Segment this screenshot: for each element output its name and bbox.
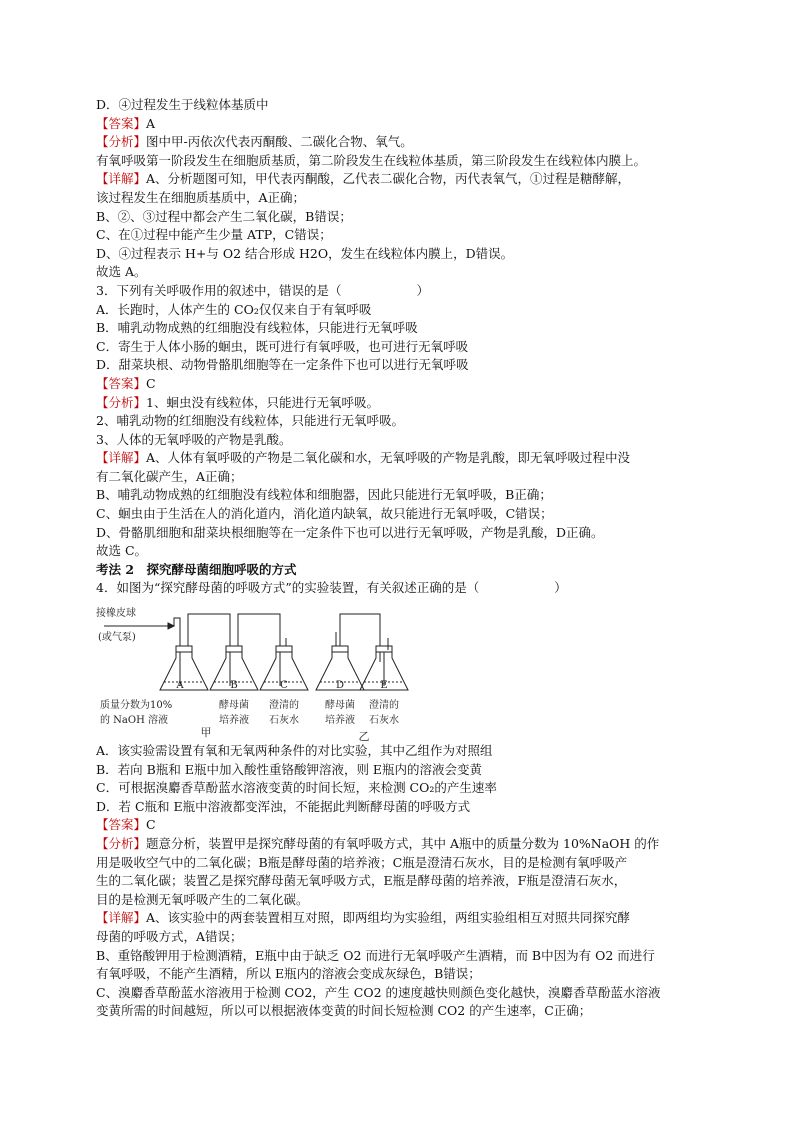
flask-d-letter: D: [335, 680, 345, 692]
q4-detail-line: 有氧呼吸，不能产生酒精，所以 E瓶内的溶液会变成灰绿色，B错误；: [96, 966, 481, 982]
q4-option-c: C．可根据溴麝香草酚蓝水溶液变黄的时间长短，来检测 CO₂的产生速率: [96, 780, 497, 796]
flask-d-label: 酵母菌: [325, 700, 355, 712]
q3-analysis-line: 2、哺乳动物的红细胞没有线粒体，只能进行无氧呼吸。: [96, 413, 404, 429]
arrow-head-icon: [168, 623, 174, 629]
q3-detail-line: 有二氧化碳产生，A正确；: [96, 468, 243, 484]
q2-option-d: D．④过程发生于线粒体基质中: [96, 97, 269, 112]
q4-analysis-line: 生的二氧化碳；装置乙是探究酵母菌无氧呼吸方式，E瓶是酵母菌的培养液，F瓶是澄清石灰水，: [96, 873, 627, 889]
q4-analysis: 【分析】题意分析，装置甲是探究酵母菌的有氧呼吸方式，其中 A瓶中的质量分数为 10%NaOH 的作: [96, 836, 660, 851]
flask-e-label: 石灰水: [369, 715, 399, 727]
q3-conclusion: 故选 C。: [96, 543, 148, 559]
answer-value: C: [146, 817, 156, 833]
q3-stem: 3．下列有关呼吸作用的叙述中，错误的是（ ）: [96, 282, 429, 298]
q2-detail-line: 该过程发生在细胞质基质中，A正确；: [96, 189, 306, 205]
q4-detail-line: B、重铬酸钾用于检测酒精，E瓶中由于缺乏 O2 而进行无氧呼吸产生酒精，而 B中因为有 O2 而进行: [96, 947, 655, 963]
flask-e-letter: E: [380, 680, 388, 692]
answer-tag: 【答案】: [96, 115, 147, 131]
pump-label: 接橡皮球: [96, 608, 136, 620]
q3-detail-line: C、蛔虫由于生活在人的消化道内，消化道内缺氧，故只能进行无氧呼吸，C错误；: [96, 506, 553, 522]
q3-option-d: D．甜菜块根、动物骨骼肌细胞等在一定条件下也可以进行无氧呼吸: [96, 357, 469, 373]
q3-detail-line: B、哺乳动物成熟的红细胞没有线粒体和细胞器，因此只能进行无氧呼吸，B正确；: [96, 487, 552, 503]
tube: [188, 614, 230, 662]
q4-detail-line: 母菌的呼吸方式，A错误；: [96, 928, 243, 944]
q4-option-a: A．该实验需设置有氧和无氧两种条件的对比实验，其中乙组作为对照组: [96, 743, 493, 759]
flask-d-label: 培养液: [325, 715, 355, 727]
document-page: [96, 96, 706, 1021]
answer-value: C: [146, 375, 156, 391]
answer-value: A: [146, 115, 156, 131]
flask-c-label: 澄清的: [269, 700, 299, 712]
tube: [174, 618, 180, 650]
analysis-tag: 【分析】: [96, 836, 147, 851]
answer-tag: 【答案】: [96, 817, 147, 833]
q4-stem: 4．如图为“探究酵母菌的呼吸方式”的实验装置，有关叙述正确的是（ ）: [96, 580, 567, 596]
flask-a-label: 的 NaOH 溶液: [100, 715, 168, 727]
analysis-tag: 【分析】: [96, 134, 147, 150]
stopper: [276, 646, 292, 652]
detail-tag: 【详解】: [96, 910, 147, 926]
q4-analysis-line: 用是吸收空气中的二氧化碳；B瓶是酵母菌的培养液；C瓶是澄清石灰水，目的是检测有氧呼吸产: [96, 854, 628, 870]
detail-tag: 【详解】: [96, 450, 147, 466]
pump-label: (或气泵): [98, 632, 136, 644]
q2-analysis-line: 有氧呼吸第一阶段发生在细胞质基质，第二阶段发生在线粒体基质，第三阶段发生在线粒体内膜上。: [96, 152, 647, 168]
q4-detail-line: C、溴麝香草酚蓝水溶液用于检测 CO2，产生 CO2 的速度越快则颜色变化越快，溴麝香草酚蓝水溶液: [96, 984, 661, 1000]
group-yi-label: 乙: [358, 730, 370, 743]
flask-b-label: 酵母菌: [219, 700, 249, 712]
q2-detail-line: C、在①过程中能产生少量 ATP，C错误；: [96, 227, 332, 243]
q4-option-d: D．若 C瓶和 E瓶中溶液都变浑浊，不能据此判断酵母菌的呼吸方式: [96, 798, 471, 814]
flask-e-label: 澄清的: [369, 700, 399, 712]
apparatus-diagram: [96, 602, 426, 742]
flask-b-letter: B: [230, 680, 238, 692]
q3-option-c: C．寄生于人体小肠的蛔虫，既可进行有氧呼吸，也可进行无氧呼吸: [96, 338, 469, 354]
q2-answer: [96, 115, 706, 134]
flask-b-label: 培养液: [219, 715, 249, 727]
tube: [340, 614, 380, 662]
stopper: [376, 646, 392, 652]
group-jia-label: 甲: [200, 726, 212, 740]
stopper: [226, 646, 242, 652]
q4-option-b: B．若向 B瓶和 E瓶中加入酸性重铬酸钾溶液，则 E瓶内的溶液会变黄: [96, 761, 483, 777]
flask-c-label: 石灰水: [269, 715, 299, 727]
q3-option-b: B．哺乳动物成熟的红细胞没有线粒体，只能进行无氧呼吸: [96, 320, 418, 336]
q4-detail: 【详解】A、该实验中的两套装置相互对照，即两组均为实验组，两组实验组相互对照共同探究酵: [96, 910, 631, 926]
q3-analysis-line: 3、人体的无氧呼吸的产物是乳酸。: [96, 431, 292, 447]
q2-conclusion: 故选 A。: [96, 264, 147, 280]
flask-c-letter: C: [280, 680, 288, 692]
q3-analysis: 【分析】1、蛔虫没有线粒体，只能进行无氧呼吸。: [96, 394, 379, 410]
stopper: [176, 646, 192, 652]
q3-option-a: A．长跑时，人体产生的 CO₂仅仅来自于有氧呼吸: [96, 301, 372, 317]
q4-detail-line: 变黄所需的时间越短，所以可以根据液体变黄的时间长短检测 CO2 的产生速率，C正确；: [96, 1003, 592, 1019]
stopper: [332, 646, 348, 652]
flask-a-letter: A: [176, 680, 184, 692]
flask-a-icon: [160, 650, 208, 690]
q4-answer: [96, 816, 706, 835]
q3-answer: [96, 375, 706, 394]
detail-tag: 【详解】: [96, 171, 147, 187]
tube: [238, 614, 280, 662]
q2-detail-line: D、④过程表示 H+与 O2 结合形成 H2O，发生在线粒体内膜上，D错误。: [96, 245, 514, 261]
analysis-tag: 【分析】: [96, 394, 147, 410]
answer-tag: 【答案】: [96, 375, 147, 391]
q3-detail: 【详解】A、人体有氧呼吸的产物是二氧化碳和水，无氧呼吸的产物是乳酸，即无氧呼吸过程中没: [96, 450, 631, 466]
q2-detail-line: B、②、③过程中都会产生二氧化碳，B错误；: [96, 208, 352, 224]
experiment-apparatus-figure: [96, 602, 706, 742]
q4-analysis-line: 目的是检测无氧呼吸产生的二氧化碳。: [96, 891, 309, 907]
section-title: 考法 2 探究酵母菌细胞呼吸的方式: [96, 561, 297, 577]
q2-detail: 【详解】A、分析题图可知，甲代表丙酮酸，乙代表二碳化合物，丙代表氧气，①过程是糖酵解，: [96, 171, 631, 187]
q2-analysis: 【分析】图中甲-丙依次代表丙酮酸、二碳化合物、氧气。: [96, 134, 413, 150]
flask-a-label: 质量分数为10%: [100, 700, 173, 712]
q3-detail-line: D、骨骼肌细胞和甜菜块根细胞等在一定条件下也可以进行无氧呼吸，产物是乳酸，D正确。: [96, 524, 604, 540]
